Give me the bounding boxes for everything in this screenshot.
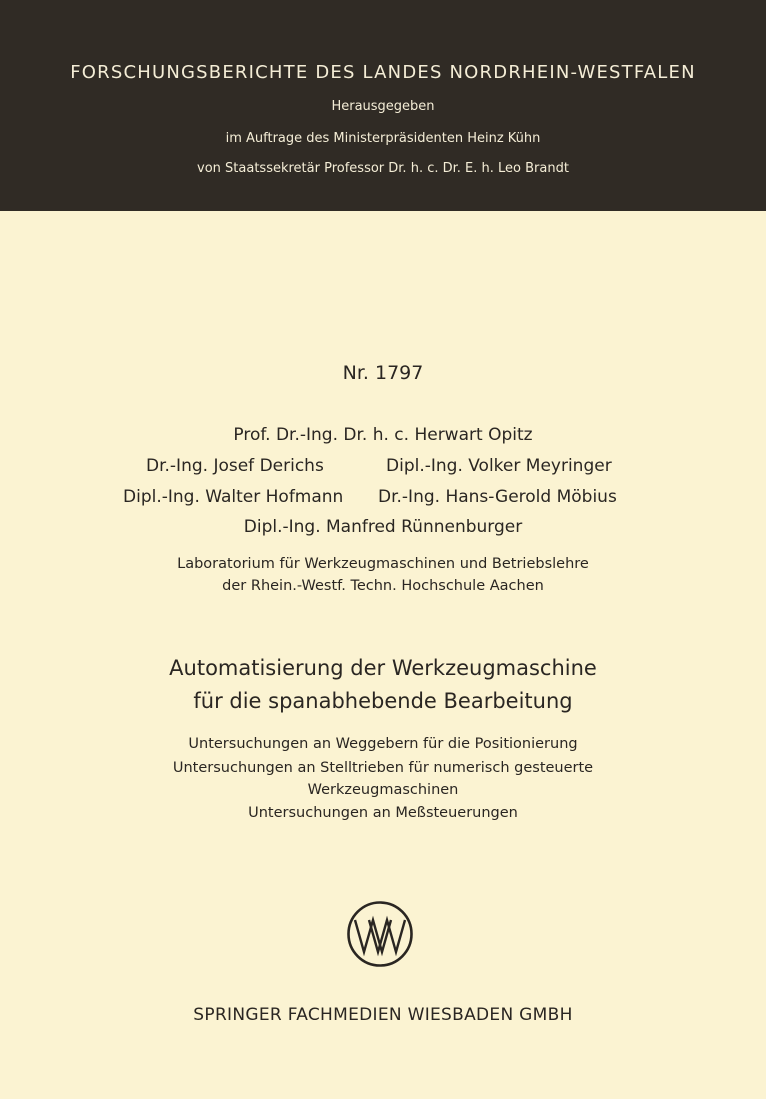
publisher-ww-logo-icon (346, 900, 414, 968)
author-moebius: Dr.-Ing. Hans-Gerold Möbius (378, 487, 617, 507)
subtitle-line: Untersuchungen an Stelltrieben für numerisch gesteuerte (172, 760, 594, 776)
author-ruennenburger: Dipl.-Ing. Manfred Rünnenburger (243, 517, 523, 537)
editor-line-staatssekretaer: von Staatssekretär Professor Dr. h. c. Dr. E. h. Leo Brandt (197, 161, 569, 176)
subtitle-line: Untersuchungen an Meßsteuerungen (248, 805, 518, 821)
subtitle-line: Untersuchungen an Weggebern für die Positionierung (188, 736, 578, 752)
author-meyringer: Dipl.-Ing. Volker Meyringer (386, 456, 612, 476)
book-title-line-1: Automatisierung der Werkzeugmaschine (169, 656, 597, 680)
editor-line-auftrag: im Auftrage des Ministerpräsidenten Heinz Kühn (225, 131, 541, 146)
publisher-name: SPRINGER FACHMEDIEN WIESBADEN GMBH (193, 1005, 573, 1025)
institute-line-2: der Rhein.-Westf. Techn. Hochschule Aachen (222, 578, 544, 594)
author-lead: Prof. Dr.-Ing. Dr. h. c. Herwart Opitz (233, 425, 533, 445)
author-derichs: Dr.-Ing. Josef Derichs (146, 456, 324, 476)
author-hofmann: Dipl.-Ing. Walter Hofmann (123, 487, 344, 507)
series-title: FORSCHUNGSBERICHTE DES LANDES NORDRHEIN-WESTFALEN (70, 62, 696, 83)
series-header-band (0, 0, 766, 211)
report-number: Nr. 1797 (342, 362, 424, 384)
institute-line-1: Laboratorium für Werkzeugmaschinen und Betriebslehre (177, 556, 589, 572)
book-title-line-2: für die spanabhebende Bearbeitung (193, 689, 573, 713)
subtitle-line: Werkzeugmaschinen (307, 782, 459, 798)
editor-line-herausgegeben: Herausgegeben (331, 99, 435, 114)
